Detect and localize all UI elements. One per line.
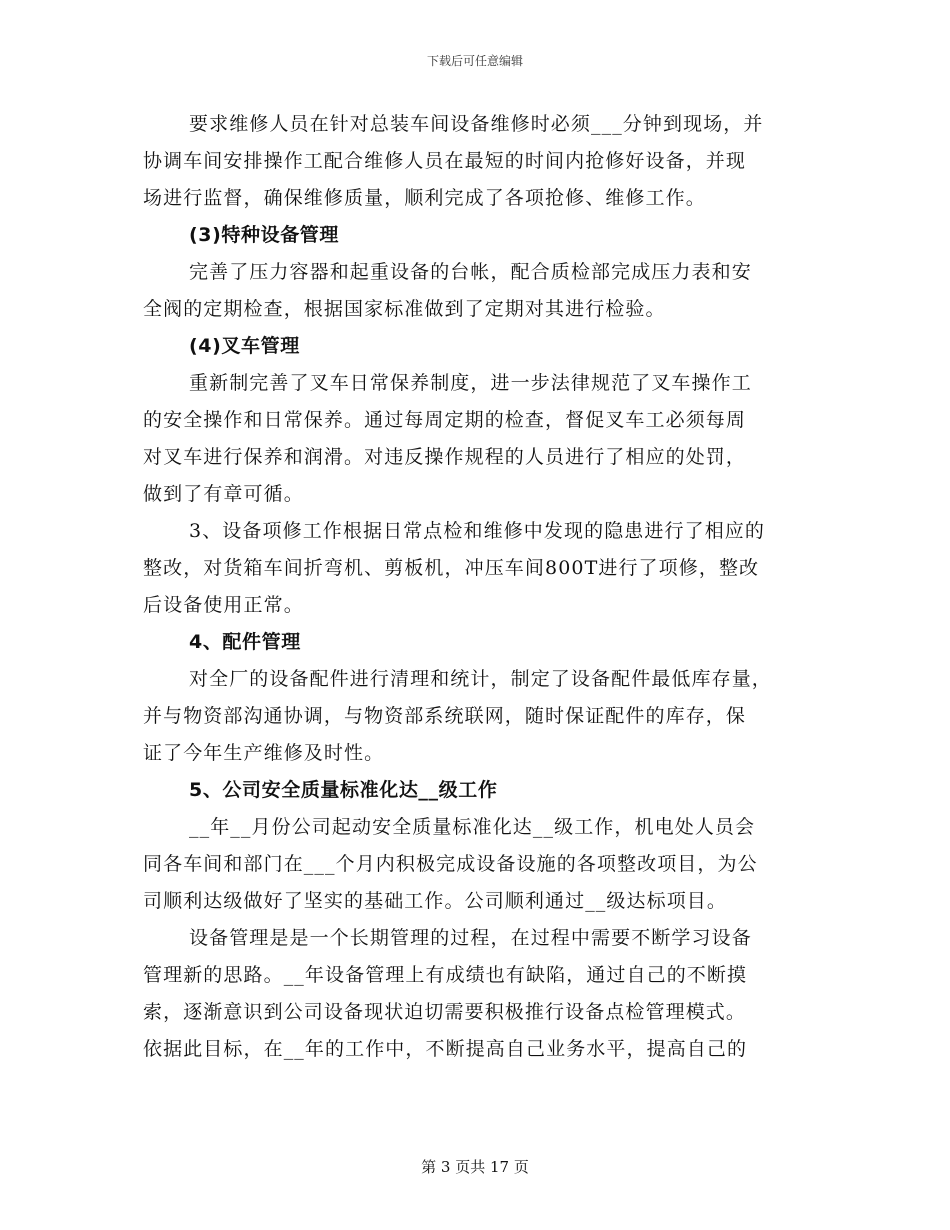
paragraph-line: 证了今年生产维修及时性。 (143, 742, 385, 764)
page-header: 下载后可任意编辑 (426, 54, 523, 68)
paragraph-line: 同各车间和部门在___个月内积极完成设备设施的各项整改项目，为公 (143, 853, 758, 875)
section-heading: 4、配件管理 (189, 631, 301, 653)
paragraph-line: 场进行监督，确保维修质量，顺利完成了各项抢修、维修工作。 (143, 187, 706, 209)
paragraph-line: 对全厂的设备配件进行清理和统计，制定了设备配件最低库存量， (189, 668, 772, 690)
paragraph-line: 完善了压力容器和起重设备的台帐，配合质检部完成压力表和安 (189, 261, 752, 283)
paragraph-line: 做到了有章可循。 (143, 483, 304, 505)
section-heading: (3)特种设备管理 (189, 224, 339, 246)
paragraph-line: 设备管理是是一个长期管理的过程，在过程中需要不断学习设备 (189, 927, 752, 949)
document-body (143, 106, 813, 1068)
paragraph-line: 依据此目标，在__年的工作中，不断提高自己业务水平，提高自己的 (143, 1038, 748, 1060)
paragraph-line: 整改，对货箱车间折弯机、剪板机，冲压车间800T进行了项修，整改 (143, 557, 760, 579)
page-footer: 第 3 页共 17 页 (421, 1158, 529, 1176)
paragraph-line: 重新制完善了叉车日常保养制度，进一步法律规范了叉车操作工 (189, 372, 752, 394)
paragraph-line: 并与物资部沟通协调，与物资部系统联网，随时保证配件的库存，保 (143, 705, 747, 727)
section-heading: 5、公司安全质量标准化达__级工作 (189, 779, 498, 801)
paragraph-line: 全阀的定期检查，根据国家标准做到了定期对其进行检验。 (143, 298, 666, 320)
section-heading: (4)叉车管理 (189, 335, 300, 357)
paragraph-line: __年__月份公司起动安全质量标准化达__级工作，机电处人员会 (189, 816, 756, 838)
paragraph-line: 后设备使用正常。 (143, 594, 304, 616)
paragraph-line: 的安全操作和日常保养。通过每周定期的检查，督促叉车工必须每周 (143, 409, 747, 431)
paragraph-line: 协调车间安排操作工配合维修人员在最短的时间内抢修好设备，并现 (143, 150, 747, 172)
paragraph-line: 司顺利达级做好了坚实的基础工作。公司顺利通过__级达标项目。 (143, 890, 728, 912)
paragraph-line: 对叉车进行保养和润滑。对违反操作规程的人员进行了相应的处罚， (143, 446, 747, 468)
paragraph-line: 索，逐渐意识到公司设备现状迫切需要积极推行设备点检管理模式。 (143, 1001, 747, 1023)
paragraph-line: 管理新的思路。__年设备管理上有成绩也有缺陷，通过自己的不断摸 (143, 964, 748, 986)
paragraph-line: 要求维修人员在针对总装车间设备维修时必须___分钟到现场，并 (189, 113, 764, 135)
paragraph-line: 3、设备项修工作根据日常点检和维修中发现的隐患进行了相应的 (189, 520, 765, 542)
